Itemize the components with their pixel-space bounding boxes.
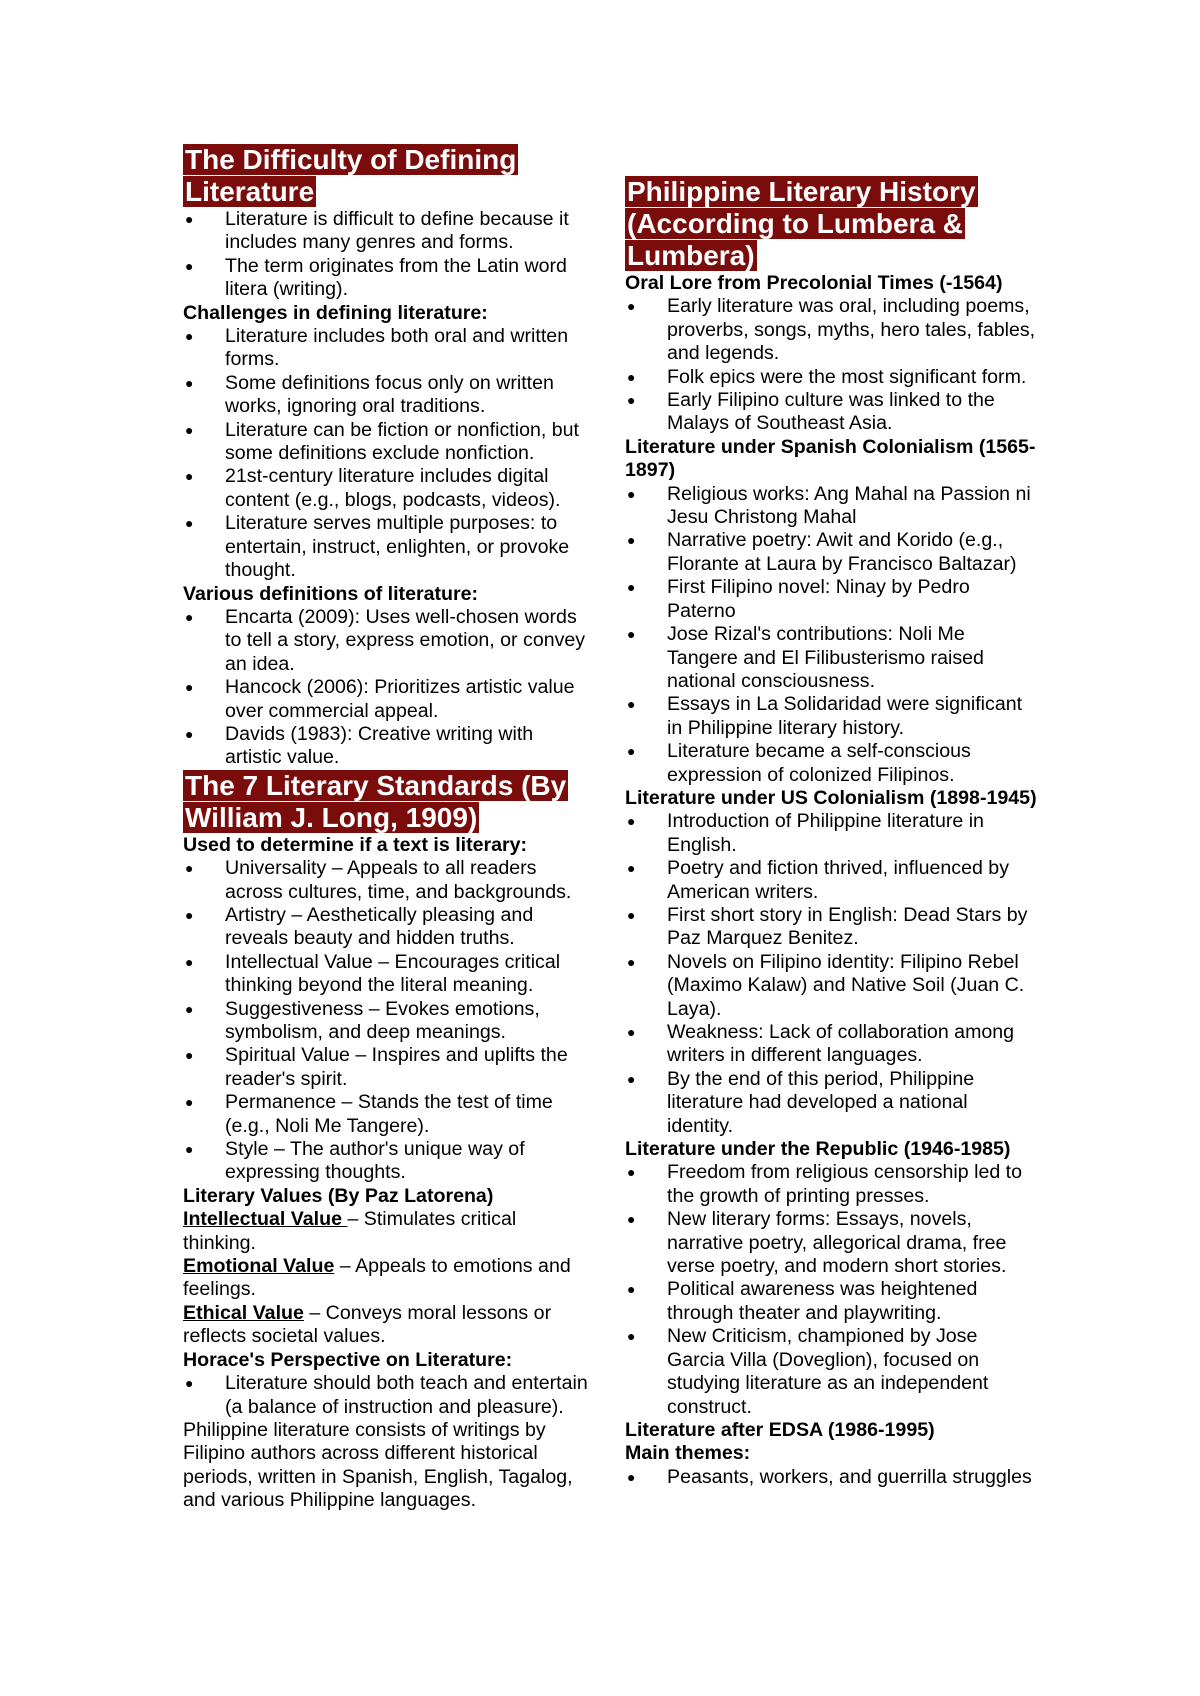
list-item: ● Intellectual Value – Encourages critical thinking beyond the literal meaning. xyxy=(183,951,593,998)
list-item: ● Hancock (2006): Prioritizes artistic value over commercial appeal. xyxy=(183,676,593,723)
edsa-subheading: Literature after EDSA (1986-1995) xyxy=(625,1418,935,1441)
value-desc: – Stimulates critical thinking. xyxy=(183,1208,517,1254)
value-desc: – Conveys moral lessons or reflects societal values. xyxy=(183,1301,552,1348)
us-subheading: Literature under US Colonialism (1898-1945) xyxy=(625,786,1037,809)
list-item: ● Poetry and fiction thrived, influenced by American writers. xyxy=(625,857,1037,904)
oral-subheading: Oral Lore from Precolonial Times (-1564) xyxy=(625,272,1003,294)
spanish-subheading: Literature under Spanish Colonialism (1565-1897) xyxy=(625,435,1036,482)
list-item: ● First short story in English: Dead Stars by Paz Marquez Benitez. xyxy=(625,904,1037,951)
left-column xyxy=(183,144,593,1513)
oral-list xyxy=(625,295,1037,435)
definitions-subheading: Various definitions of literature: xyxy=(183,582,479,605)
value-term: Emotional Value xyxy=(183,1255,335,1278)
list-item: ● Literature became a self-conscious expression of colonized Filipinos. xyxy=(625,740,1037,787)
list-item: ● Narrative poetry: Awit and Korido (e.g., Florante at Laura by Francisco Baltazar) xyxy=(625,529,1037,576)
list-item: ● Encarta (2009): Uses well-chosen words to tell a story, express emotion, or convey an idea. xyxy=(183,606,593,676)
list-item: ● First Filipino novel: Ninay by Pedro Paterno xyxy=(625,576,1037,623)
standards-subheading: Used to determine if a text is literary: xyxy=(183,833,528,856)
value-intellectual xyxy=(183,1208,593,1255)
themes-subheading: Main themes: xyxy=(625,1442,751,1465)
list-item: ● Literature is difficult to define because it includes many genres and forms. xyxy=(183,208,593,255)
list-item: ● Early literature was oral, including poems, proverbs, songs, myths, hero tales, fables, and legends. xyxy=(625,295,1037,365)
republic-list xyxy=(625,1161,1037,1418)
list-item: ● Religious works: Ang Mahal na Passion ni Jesu Christong Mahal xyxy=(625,483,1037,530)
republic-subheading: Literature under the Republic (1946-1985) xyxy=(625,1138,1011,1161)
list-item: ● Jose Rizal's contributions: Noli Me Tangere and El Filibusterismo raised national consciousness. xyxy=(625,623,1037,693)
us-list xyxy=(625,810,1037,1138)
list-item: ● Some definitions focus only on written works, ignoring oral traditions. xyxy=(183,372,593,419)
intro-list xyxy=(183,208,593,302)
list-item: ● New Criticism, championed by Jose Garcia Villa (Doveglion), focused on studying literature as an independent construct. xyxy=(625,1325,1037,1419)
literary-values-subheading: Literary Values (By Paz Latorena) xyxy=(183,1184,494,1207)
challenges-subheading: Challenges in defining literature: xyxy=(183,301,488,324)
list-item: ● Peasants, workers, and guerrilla struggles xyxy=(625,1466,1037,1489)
horace-list xyxy=(183,1372,593,1419)
list-item: ● Political awareness was heightened through theater and playwriting. xyxy=(625,1278,1037,1325)
list-item: ● 21st-century literature includes digital content (e.g., blogs, podcasts, videos). xyxy=(183,465,593,512)
themes-list xyxy=(625,1466,1037,1489)
value-term: Ethical Value xyxy=(183,1301,304,1324)
heading-defining-literature: The Difficulty of Defining Literature xyxy=(185,144,517,207)
list-item: ● Literature serves multiple purposes: to entertain, instruct, enlighten, or provoke thought. xyxy=(183,512,593,582)
right-column xyxy=(625,176,1037,1489)
list-item: ● Artistry – Aesthetically pleasing and reveals beauty and hidden truths. xyxy=(183,904,593,951)
list-item: ● Literature includes both oral and written forms. xyxy=(183,325,593,372)
challenges-list xyxy=(183,325,593,582)
value-ethical xyxy=(183,1302,593,1349)
list-item: ● Essays in La Solidaridad were significant in Philippine literary history. xyxy=(625,693,1037,740)
closing-paragraph: Philippine literature consists of writings by Filipino authors across different historical periods, written in Spanish, English, Tagalog, and various Philippine languages. xyxy=(183,1418,573,1512)
list-item: ● By the end of this period, Philippine literature had developed a national identity. xyxy=(625,1068,1037,1138)
list-item: ● Literature should both teach and entertain (a balance of instruction and pleasure). xyxy=(183,1372,593,1419)
list-item: ● Permanence – Stands the test of time (e.g., Noli Me Tangere). xyxy=(183,1091,593,1138)
horace-subheading: Horace's Perspective on Literature: xyxy=(183,1348,513,1371)
list-item: ● Style – The author's unique way of expressing thoughts. xyxy=(183,1138,593,1185)
list-item: ● The term originates from the Latin word litera (writing). xyxy=(183,255,593,302)
definitions-list xyxy=(183,606,593,770)
list-item: ● Introduction of Philippine literature in English. xyxy=(625,810,1037,857)
list-item: ● Davids (1983): Creative writing with artistic value. xyxy=(183,723,593,770)
list-item: ● Literature can be fiction or nonfiction, but some definitions exclude nonfiction. xyxy=(183,419,593,466)
list-item: ● Spiritual Value – Inspires and uplifts the reader's spirit. xyxy=(183,1044,593,1091)
list-item: ● New literary forms: Essays, novels, narrative poetry, allegorical drama, free verse poetry, and modern short stories. xyxy=(625,1208,1037,1278)
list-item: ● Suggestiveness – Evokes emotions, symbolism, and deep meanings. xyxy=(183,998,593,1045)
value-term: Intellectual Value xyxy=(183,1208,348,1231)
list-item: ● Novels on Filipino identity: Filipino Rebel (Maximo Kalaw) and Native Soil (Juan C. Laya). xyxy=(625,951,1037,1021)
spanish-list xyxy=(625,483,1037,787)
list-item: ● Universality – Appeals to all readers across cultures, time, and backgrounds. xyxy=(183,857,593,904)
list-item: ● Early Filipino culture was linked to the Malays of Southeast Asia. xyxy=(625,389,1037,436)
list-item: ● Freedom from religious censorship led to the growth of printing presses. xyxy=(625,1161,1037,1208)
standards-list xyxy=(183,857,593,1185)
value-desc: – Appeals to emotions and feelings. xyxy=(183,1255,571,1301)
value-emotional xyxy=(183,1255,593,1302)
list-item: ● Folk epics were the most significant form. xyxy=(625,366,1037,389)
list-item: ● Weakness: Lack of collaboration among writers in different languages. xyxy=(625,1021,1037,1068)
heading-literary-standards: The 7 Literary Standards (By William J. Long, 1909) xyxy=(185,769,567,833)
heading-literary-history: Philippine Literary History (According to Lumbera & Lumbera) xyxy=(627,176,976,271)
